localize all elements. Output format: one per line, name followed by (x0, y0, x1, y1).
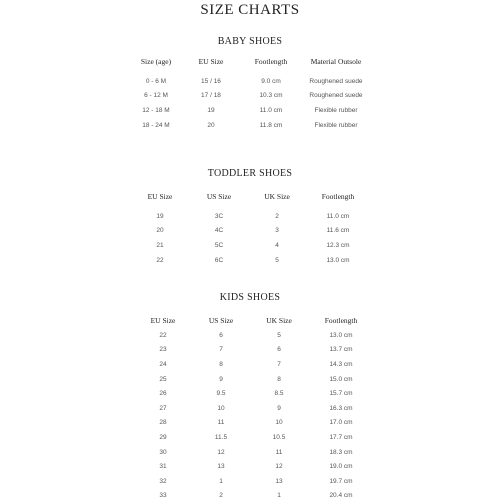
table-header-row (130, 314, 370, 327)
kids-shoes-title: KIDS SHOES (219, 292, 281, 303)
table-cell: 8.5 (274, 390, 284, 398)
table-row (130, 357, 370, 372)
table-cell: 7 (277, 360, 281, 368)
table-cell: 0 - 6 M (145, 77, 167, 85)
table-cell: 20.4 cm (329, 492, 353, 500)
column-header: Size (age) (140, 57, 172, 66)
table-cell: 6 (219, 331, 223, 339)
table-row (130, 474, 370, 489)
table-cell: 10 (275, 419, 283, 427)
table-cell: 17 / 18 (201, 92, 221, 100)
table-cell: 6 - 12 M (144, 92, 168, 100)
table-cell: 6C (214, 256, 224, 264)
table-cell: 17.0 cm (329, 419, 353, 427)
table-row (130, 253, 370, 268)
table-cell: 11 (275, 448, 283, 456)
table-cell: 27 (159, 404, 167, 412)
table-row (130, 445, 370, 460)
table-cell: 13.0 cm (326, 256, 350, 264)
table-cell: 2 (275, 212, 279, 220)
table-cell: 19 (156, 212, 164, 220)
table-cell: Flexible rubber (314, 106, 358, 114)
baby-shoes-title: BABY SHOES (217, 36, 283, 47)
table-header-row (130, 55, 370, 68)
table-cell: 4C (214, 227, 224, 235)
table-cell: 12.3 cm (326, 241, 350, 249)
table-cell: 12 (217, 448, 225, 456)
table-cell: 3C (214, 212, 224, 220)
table-cell: 25 (159, 375, 167, 383)
table-cell: 9.5 (216, 390, 226, 398)
table-cell: 23 (159, 346, 167, 354)
table-cell: 15.0 cm (329, 375, 353, 383)
table-cell: 19.7 cm (329, 477, 353, 485)
table-cell: 18 - 24 M (142, 121, 170, 129)
toddler-shoes-title: TODDLER SHOES (207, 168, 293, 179)
table-row (130, 489, 370, 503)
column-header: EU Size (198, 57, 224, 66)
table-cell: 20 (207, 121, 215, 129)
table-row (130, 401, 370, 416)
column-header: US Size (208, 316, 234, 325)
table-cell: 24 (159, 360, 167, 368)
table-cell: 11.6 cm (326, 227, 350, 235)
table-row (130, 224, 370, 239)
table-cell: 17.7 cm (329, 433, 353, 441)
table-row (130, 74, 370, 89)
table-cell: Roughened suede (309, 92, 363, 100)
table-cell: 9 (219, 375, 223, 383)
table-cell: 11.0 cm (259, 106, 283, 114)
table-row (130, 118, 370, 133)
table-row (130, 209, 370, 224)
table-row (130, 238, 370, 253)
column-header: Footlength (324, 316, 358, 325)
table-cell: 10 (217, 404, 225, 412)
table-cell: 8 (277, 375, 281, 383)
table-cell: 13.0 cm (329, 331, 353, 339)
table-cell: 11.5 (214, 433, 228, 441)
table-row (130, 459, 370, 474)
table-cell: 12 (275, 463, 283, 471)
table-cell: 30 (159, 448, 167, 456)
table-cell: 4 (275, 241, 279, 249)
kids-shoes-table (130, 314, 370, 503)
column-header: US Size (206, 192, 232, 201)
table-cell: 16.3 cm (329, 404, 353, 412)
page-title: SIZE CHARTS (200, 2, 300, 18)
table-cell: 26 (159, 390, 167, 398)
table-cell: 19.0 cm (329, 463, 353, 471)
table-row (130, 343, 370, 358)
table-cell: 14.3 cm (329, 360, 353, 368)
table-cell: 21 (156, 241, 164, 249)
table-cell: 10.3 cm (259, 92, 283, 100)
column-header: EU Size (147, 192, 173, 201)
table-cell: 7 (219, 346, 223, 354)
table-cell: 12 - 18 M (142, 106, 170, 114)
table-cell: Roughened suede (309, 77, 363, 85)
table-cell: 18.3 cm (329, 448, 353, 456)
table-row (130, 89, 370, 104)
table-row (130, 372, 370, 387)
table-cell: 13 (217, 463, 225, 471)
table-cell: 5C (214, 241, 224, 249)
table-header-row (130, 190, 370, 203)
column-header: UK Size (266, 316, 292, 325)
table-cell: 22 (159, 331, 167, 339)
table-cell: 6 (277, 346, 281, 354)
table-cell: 1 (219, 477, 223, 485)
table-cell: 5 (275, 256, 279, 264)
column-header: UK Size (264, 192, 290, 201)
table-cell: Flexible rubber (314, 121, 358, 129)
table-cell: 33 (159, 492, 167, 500)
column-header: Material Outsole (310, 57, 362, 66)
table-cell: 15 / 16 (201, 77, 221, 85)
table-row (130, 416, 370, 431)
table-cell: 11.0 cm (326, 212, 350, 220)
table-cell: 11.8 cm (259, 121, 283, 129)
table-row (130, 328, 370, 343)
table-cell: 10.5 (272, 433, 286, 441)
column-header: Footlength (254, 57, 288, 66)
table-cell: 5 (277, 331, 281, 339)
table-cell: 11 (217, 419, 225, 427)
column-header: EU Size (150, 316, 176, 325)
table-cell: 20 (156, 227, 164, 235)
table-row (130, 103, 370, 118)
baby-shoes-table (130, 55, 370, 132)
table-cell: 2 (219, 492, 223, 500)
table-cell: 31 (159, 463, 167, 471)
table-cell: 28 (159, 419, 167, 427)
table-cell: 9 (277, 404, 281, 412)
table-cell: 19 (207, 106, 215, 114)
table-cell: 9.0 cm (261, 77, 281, 85)
table-cell: 8 (219, 360, 223, 368)
table-cell: 13 (275, 477, 283, 485)
table-cell: 22 (156, 256, 164, 264)
table-cell: 29 (159, 433, 167, 441)
table-row (130, 386, 370, 401)
toddler-shoes-table (130, 190, 370, 267)
table-cell: 1 (277, 492, 281, 500)
table-cell: 3 (275, 227, 279, 235)
table-cell: 32 (159, 477, 167, 485)
table-cell: 15.7 cm (329, 390, 353, 398)
column-header: Footlength (321, 192, 355, 201)
table-row (130, 430, 370, 445)
table-cell: 13.7 cm (329, 346, 353, 354)
